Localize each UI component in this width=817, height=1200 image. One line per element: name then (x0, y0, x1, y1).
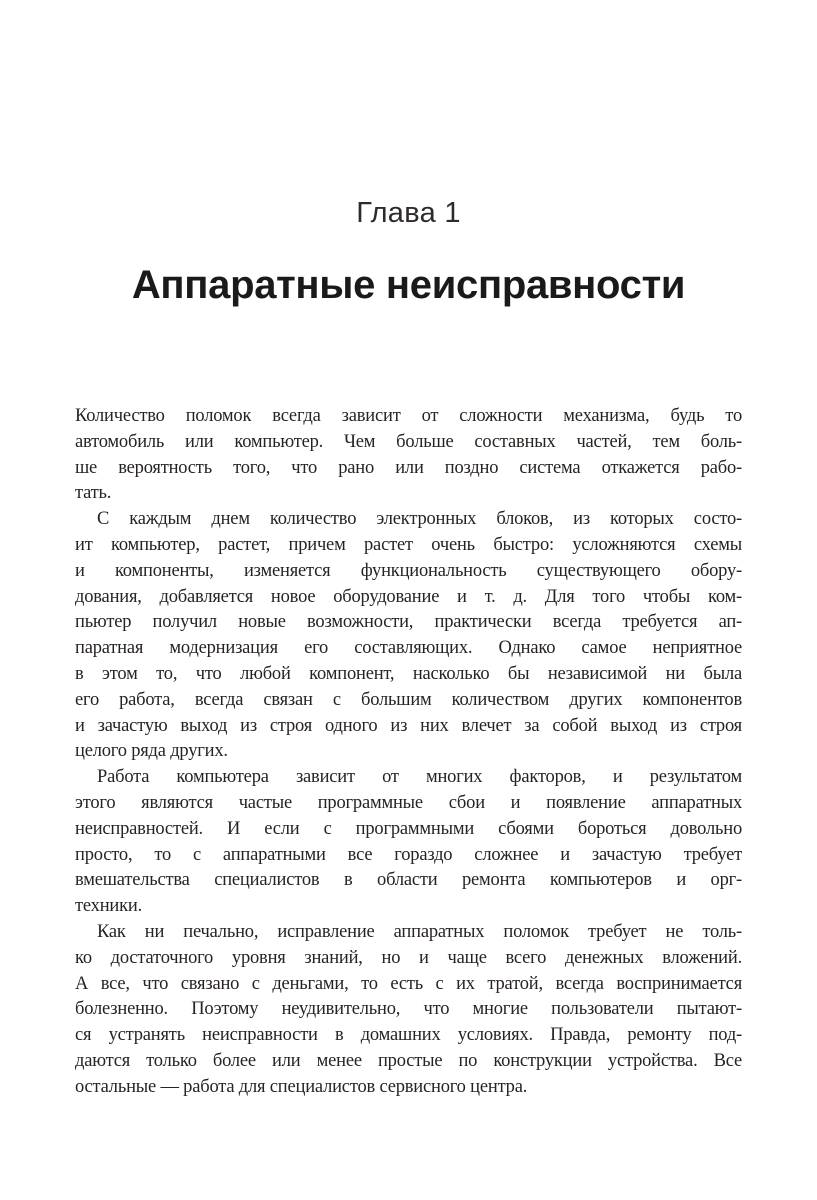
text-line: болезненно. Поэтому неудивительно, что многие пользователи пытают- (75, 999, 742, 1020)
text-line: С каждым днем количество электронных блоков, из которых состо- (97, 509, 742, 530)
text-line: этого являются частые программные сбои и появление аппаратных (75, 792, 742, 813)
text-line: техники. (75, 896, 143, 917)
paragraph (75, 404, 742, 507)
text-line: паратная модернизация его составляющих. Однако самое неприятное (75, 638, 742, 659)
chapter-title: Аппаратные неисправности (131, 263, 686, 307)
text-line: ко достаточного уровня знаний, но и чаще всего денежных вложений. (75, 947, 742, 968)
paragraph (75, 920, 742, 1101)
text-line: Количество поломок всегда зависит от сложности механизма, будь то (75, 406, 742, 426)
text-line: просто, то с аппаратными все гораздо сложнее и зачастую требует (75, 844, 742, 865)
text-line: даются только более или менее простые по конструкции устройства. Все (75, 1050, 742, 1071)
text-line: его работа, всегда связан с большим количеством других компонентов (75, 689, 742, 710)
text-line: в этом то, что любой компонент, насколько бы независимой ни была (75, 663, 742, 684)
text-line: А все, что связано с деньгами, то есть с их тратой, всегда воспринимается (75, 973, 742, 994)
text-line: Как ни печально, исправление аппаратных поломок требует не толь- (97, 921, 742, 942)
chapter-label: Глава 1 (356, 197, 461, 229)
text-line: ше вероятность того, что рано или поздно система откажется рабо- (75, 457, 742, 478)
paragraph (75, 765, 742, 920)
text-line: пьютер получил новые возможности, практически всегда требуется ап- (75, 612, 742, 633)
text-line: остальные — работа для специалистов сервисного центра. (75, 1076, 528, 1097)
text-line: неисправностей. И если с программными сбоями бороться довольно (75, 818, 742, 839)
text-line: и зачастую выход из строя одного из них влечет за собой выход из строя (75, 715, 742, 736)
text-line: автомобиль или компьютер. Чем больше составных частей, тем боль- (75, 431, 742, 452)
text-line: целого ряда других. (75, 741, 228, 762)
text-line: Работа компьютера зависит от многих факторов, и результатом (97, 767, 742, 788)
body-text (75, 404, 742, 1101)
text-line: ит компьютер, растет, причем растет очень быстро: усложняются схемы (75, 534, 742, 555)
text-line: ся устранять неисправности в домашних условиях. Правда, ремонту под- (75, 1025, 742, 1046)
text-line: тать. (75, 483, 112, 504)
paragraph (75, 507, 742, 765)
text-line: и компоненты, изменяется функциональность существующего обору- (75, 560, 742, 581)
text-line: вмешательства специалистов в области ремонта компьютеров и орг- (75, 870, 742, 891)
text-line: дования, добавляется новое оборудование и т. д. Для того чтобы ком- (75, 586, 742, 607)
